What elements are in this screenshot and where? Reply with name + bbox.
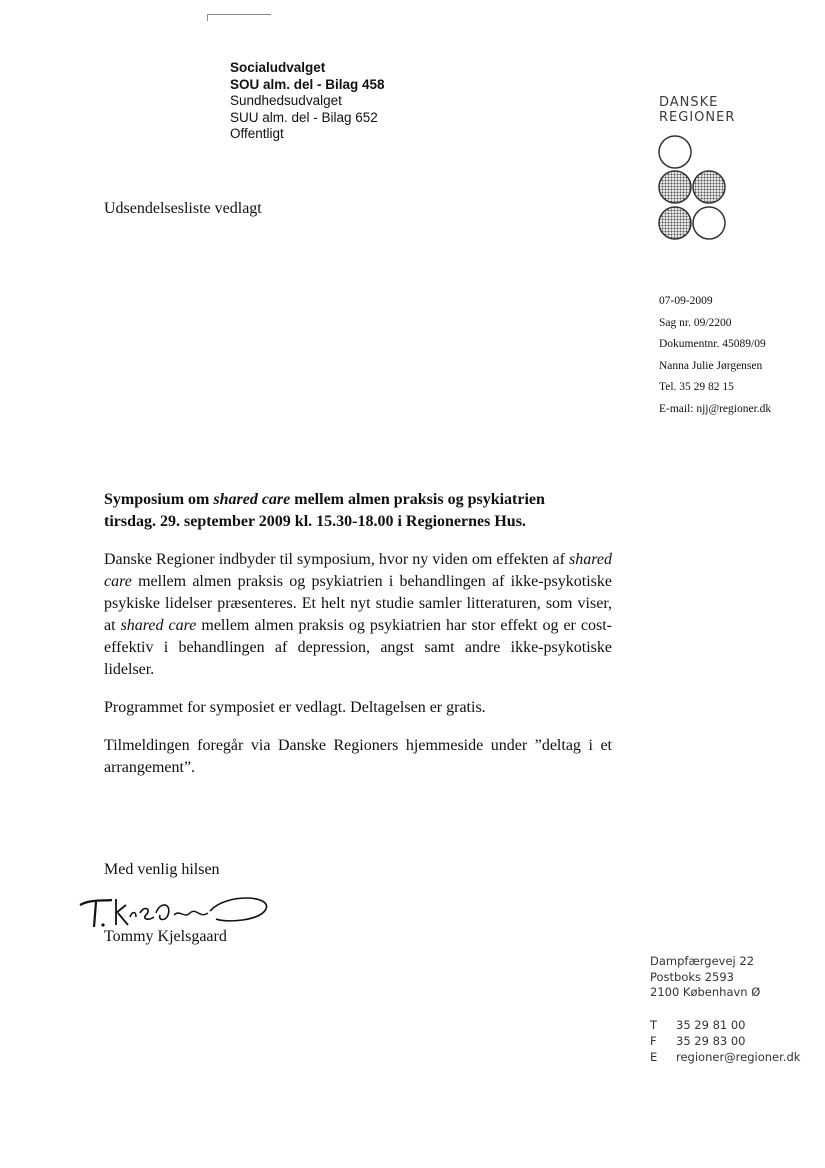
heading-text: mellem almen praksis og psykiatrien [290,491,545,508]
enclosure-note: Udsendelsesliste vedlagt [104,200,262,217]
paragraph-emphasis: shared care [104,551,612,590]
stamp-status: Offentligt [230,126,284,141]
email-label: E [650,1050,658,1064]
footer-phone: 35 29 81 00 [676,1018,746,1032]
paragraph-program: Programmet for symposiet er vedlagt. Deltagelsen er gratis. [104,699,486,716]
footer-email-row [650,1049,800,1065]
document-number: Dokumentnr. 45089/09 [659,338,766,351]
reference-block [659,291,771,421]
footer-fax: 35 29 83 00 [676,1034,746,1048]
address-street: Dampfærgevej 22 [650,954,755,968]
fax-label: F [650,1034,657,1048]
address-pobox: Postboks 2593 [650,969,734,984]
case-number: Sag nr. 09/2200 [659,316,732,329]
stamp-committee-2: Sundhedsudvalget [230,93,342,108]
paragraph-text: mellem almen praksis og psykiatrien har stor effekt og er cost-effektiv i behandlingen af depression, angst samt andre ikke-psykotiske lidelser. [104,617,612,678]
committee-stamp [230,60,385,143]
paragraph-invitation [104,549,612,681]
paragraph-text: Danske Regioner indbyder til symposium, hvor ny viden om effekten af [104,551,570,568]
letter-heading [104,489,612,533]
contact-email: E-mail: njj@regioner.dk [659,402,772,415]
paragraph-emphasis: shared care [120,617,197,634]
heading-emphasis: shared care [213,491,291,508]
logo-line-1: DANSKE [659,95,719,110]
footer-fax-row [650,1033,800,1049]
stamp-committee: Socialudvalget [230,60,326,75]
address-city: 2100 København Ø [650,985,761,999]
signer-name: Tommy Kjelsgaard [104,928,227,945]
footer-address [650,954,760,1001]
logo-circles-icon [655,134,737,246]
heading-text: Symposium om [104,491,214,508]
stamp-annex: SOU alm. del - Bilag 458 [230,76,385,92]
contact-phone: Tel. 35 29 82 15 [659,381,734,394]
stamp-annex-2: SUU alm. del - Bilag 652 [230,109,378,125]
footer-email: regioner@regioner.dk [676,1050,801,1064]
phone-label: T [650,1018,658,1032]
footer-contacts [650,1017,800,1065]
contact-name: Nanna Julie Jørgensen [659,359,763,372]
scan-corner-mark [207,14,271,21]
paragraph-registration: Tilmeldingen foregår via Danske Regioners hjemmeside under ”deltag i et arrangement”. [104,737,612,776]
logo-line-2: REGIONER [659,110,736,125]
letter-body [104,489,612,795]
letter-date: 07-09-2009 [659,295,713,307]
closing-greeting: Med venlig hilsen [104,861,220,878]
footer-phone-row [650,1017,800,1033]
heading-date-line: tirsdag. 29. september 2009 kl. 15.30-18.00 i Regionernes Hus. [104,513,526,530]
paragraph-text: mellem almen praksis og psykiatrien i behandlingen af ikke-psykotiske psykiske lidelser præsenteres. Et helt nyt studie samler litteraturen, som viser, at [104,573,612,634]
logo-wordmark [659,95,735,125]
